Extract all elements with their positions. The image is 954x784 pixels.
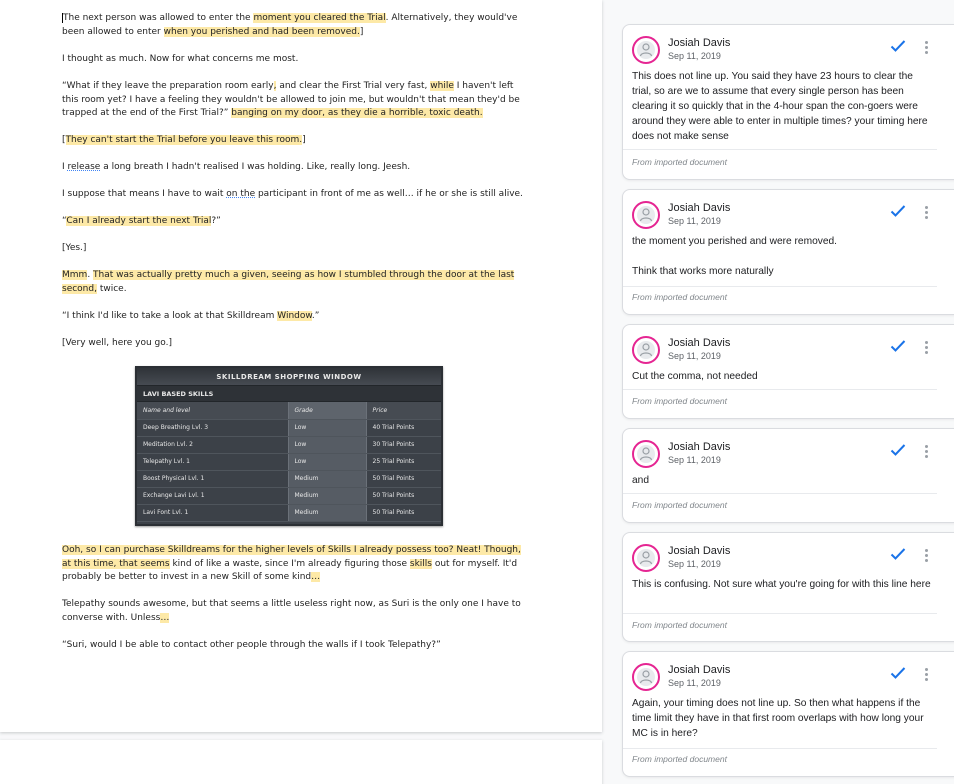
text-run: ]: [302, 135, 306, 145]
comment-text: This is confusing. Not sure what you're going for with this line here: [632, 579, 931, 590]
comment-text: Cut the comma, not needed: [632, 371, 758, 382]
more-options-icon[interactable]: [920, 341, 932, 357]
table-cell: 50 Trial Points: [366, 504, 441, 521]
comment-source: From imported document: [632, 396, 727, 406]
comment-source: From imported document: [632, 157, 727, 167]
commented-text[interactable]: …: [160, 612, 170, 623]
comment-card[interactable]: [622, 324, 954, 419]
paragraph: “Suri, would I be able to contact other people through the walls if I took Telepathy?”: [62, 640, 441, 650]
paragraph: [62, 544, 532, 585]
text-run: .: [87, 270, 94, 280]
divider: [623, 613, 937, 614]
text-run: [: [62, 135, 66, 145]
avatar: [632, 544, 660, 572]
paragraph: [Yes.]: [62, 243, 87, 253]
comment-source: From imported document: [632, 754, 727, 764]
comment-suggestion: the moment you perished and were removed.: [632, 236, 837, 247]
column-header: Price: [366, 402, 441, 419]
text-run: The next person was allowed to enter the: [63, 13, 254, 23]
commented-text[interactable]: ,: [273, 81, 277, 91]
table-cell: Lavi Font Lvl. 1: [137, 504, 288, 521]
comment-date: Sep 11, 2019: [668, 678, 721, 688]
comment-date: Sep 11, 2019: [668, 216, 721, 226]
comment-card[interactable]: [622, 532, 954, 642]
person-icon: [639, 207, 653, 223]
comment-card[interactable]: [622, 428, 954, 523]
commented-text[interactable]: They can't start the Trial before you leave this room.: [65, 135, 303, 145]
text-run: “I think I'd like to take a look at that Skilldream: [62, 311, 278, 321]
comment-author: Josiah Davis: [668, 664, 731, 676]
text-run: I suppose that means I have to wait: [62, 189, 227, 199]
comment-card[interactable]: [622, 24, 954, 180]
comment-source: From imported document: [632, 500, 727, 510]
comment-header: [632, 34, 952, 68]
column-header: Grade: [288, 402, 366, 419]
person-icon: [639, 42, 653, 58]
commented-text[interactable]: …: [311, 572, 321, 582]
commented-text[interactable]: skills: [409, 558, 432, 569]
text-run: “: [62, 216, 67, 226]
paragraph: [Very well, here you go.]: [62, 338, 172, 348]
more-options-icon[interactable]: [920, 206, 932, 222]
text-run: I haven't left this room yet? I have a feeling they wouldn't be allowed to join me, but wouldn't that mean they'd be trapped at the end of the First Trial?”: [62, 81, 520, 118]
text-run: participant in front of me as well… if he or she is still alive.: [255, 189, 523, 199]
skilldream-subtitle: LAVI BASED SKILLS: [137, 386, 441, 402]
table-cell: Low: [288, 419, 366, 436]
table-row: [137, 453, 441, 470]
paragraph: [62, 161, 532, 175]
resolve-check-icon[interactable]: [890, 666, 906, 680]
table-cell: Telepathy Lvl. 1: [137, 453, 288, 470]
resolve-check-icon[interactable]: [890, 547, 906, 561]
table-cell: Meditation Lvl. 2: [137, 436, 288, 453]
table-cell: Low: [288, 436, 366, 453]
more-options-icon[interactable]: [920, 445, 932, 461]
skilldream-table: [137, 402, 441, 522]
table-row: [137, 504, 441, 521]
table-row: [137, 470, 441, 487]
table-cell: 40 Trial Points: [366, 419, 441, 436]
resolve-check-icon[interactable]: [890, 443, 906, 457]
table-cell: 30 Trial Points: [366, 436, 441, 453]
table-cell: Exchange Lavi Lvl. 1: [137, 487, 288, 504]
comment-source: From imported document: [632, 292, 727, 302]
avatar: [632, 440, 660, 468]
resolve-check-icon[interactable]: [890, 39, 906, 53]
paragraph: [62, 12, 532, 39]
table-cell: Medium: [288, 487, 366, 504]
table-cell: 50 Trial Points: [366, 487, 441, 504]
comment-text: Think that works more naturally: [632, 266, 774, 277]
suggestion-text[interactable]: on the: [226, 189, 256, 199]
text-run: “What if they leave the preparation room early: [62, 81, 274, 91]
commented-text[interactable]: Ooh, so I can purchase Skilldreams for the higher levels of Skills I already possess too? Neat! Though, at this time, that seems: [62, 545, 521, 569]
column-header: Name and level: [137, 402, 288, 419]
avatar: [632, 336, 660, 364]
table-row: [137, 436, 441, 453]
comment-date: Sep 11, 2019: [668, 559, 721, 569]
table-cell: Boost Physical Lvl. 1: [137, 470, 288, 487]
avatar: [632, 663, 660, 691]
table-row: [137, 487, 441, 504]
table-row: [137, 419, 441, 436]
table-cell: Low: [288, 453, 366, 470]
table-cell: 25 Trial Points: [366, 453, 441, 470]
comment-text: Again, your timing does not line up. So then what happens if the time limit they have in that first room overlaps with how long your MC is in here?: [632, 698, 924, 739]
paragraph: [62, 215, 532, 229]
person-icon: [639, 550, 653, 566]
divider: [623, 389, 937, 390]
person-icon: [639, 342, 653, 358]
text-run: and clear the First Trial very fast,: [276, 81, 431, 91]
next-document-page[interactable]: [0, 740, 602, 784]
suggestion-text[interactable]: release: [67, 162, 101, 172]
comment-date: Sep 11, 2019: [668, 51, 721, 61]
person-icon: [639, 669, 653, 685]
comment-header: [632, 438, 952, 472]
comment-card[interactable]: [622, 651, 954, 777]
paragraph: I thought as much. Now for what concerns me most.: [62, 54, 299, 64]
resolve-check-icon[interactable]: [890, 204, 906, 218]
divider: [623, 286, 937, 287]
table-cell: 50 Trial Points: [366, 470, 441, 487]
avatar: [632, 201, 660, 229]
avatar: [632, 36, 660, 64]
commented-text[interactable]: banging on my door, as they die a horrible, toxic death.: [231, 108, 483, 118]
resolve-check-icon[interactable]: [890, 339, 906, 353]
comment-author: Josiah Davis: [668, 441, 731, 453]
paragraph: [62, 269, 532, 296]
text-run: ]: [359, 26, 364, 37]
text-run: ?”: [211, 216, 221, 226]
comment-source: From imported document: [632, 620, 727, 630]
text-run: . Alternatively, they would've been allowed to enter: [62, 13, 518, 37]
table-cell: Medium: [288, 504, 366, 521]
comment-header: [632, 199, 952, 233]
paragraph: [62, 80, 532, 121]
table-cell: Medium: [288, 470, 366, 487]
commented-text[interactable]: Mmm: [62, 270, 88, 280]
divider: [623, 493, 937, 494]
paragraph: [62, 134, 532, 148]
divider: [623, 149, 937, 150]
table-header-row: [137, 402, 441, 419]
commented-text[interactable]: moment you cleared the Trial: [253, 13, 386, 23]
text-run: a long breath I hadn't realised I was holding. Like, really long. Jeesh.: [100, 162, 411, 172]
more-options-icon[interactable]: [920, 41, 932, 57]
person-icon: [639, 446, 653, 462]
commented-text[interactable]: That was actually pretty much a given, seeing as how I stumbled through the door at the last second,: [62, 270, 515, 294]
text-run: kind of like a waste, since I'm already figuring those: [169, 558, 410, 569]
skilldream-title: SKILLDREAM SHOPPING WINDOW: [137, 368, 441, 386]
comment-date: Sep 11, 2019: [668, 455, 721, 465]
comment-date: Sep 11, 2019: [668, 351, 721, 361]
comment-header: [632, 661, 952, 695]
commented-text[interactable]: when you perished and had been removed.: [163, 26, 360, 37]
comment-text: This does not line up. You said they have 23 hours to clear the trial, so are we to assume that every single person has been clearing it so quickly that in the 4-hour span the con-goers were around they were able to enter in multiple times? your timing here does not make sense: [632, 71, 928, 142]
text-run: Telepathy sounds awesome, but that seems a little useless right now, as Suri is the only one I have to converse with. Unless: [62, 599, 521, 623]
paragraph: [62, 310, 532, 324]
comment-header: [632, 542, 952, 576]
comment-card[interactable]: [622, 189, 954, 315]
comment-author: Josiah Davis: [668, 337, 731, 349]
comment-author: Josiah Davis: [668, 37, 731, 49]
commented-text[interactable]: Can I already start the next Trial: [66, 216, 212, 226]
more-options-icon[interactable]: [920, 668, 932, 684]
commented-text[interactable]: Window: [277, 311, 312, 321]
comment-header: [632, 334, 952, 368]
text-run: .”: [311, 311, 320, 321]
comment-text: and: [632, 475, 649, 486]
skilldream-window-image[interactable]: [135, 366, 443, 526]
paragraph: [62, 598, 532, 625]
comment-author: Josiah Davis: [668, 202, 731, 214]
commented-text[interactable]: while: [430, 81, 454, 91]
more-options-icon[interactable]: [920, 549, 932, 565]
text-run: twice.: [96, 283, 127, 294]
text-run: I: [62, 162, 68, 172]
paragraph: [62, 188, 532, 202]
table-cell: Deep Breathing Lvl. 3: [137, 419, 288, 436]
text-run: out for myself. It'd probably be better to invest in a new Skill of some kind: [62, 558, 518, 582]
comment-author: Josiah Davis: [668, 545, 731, 557]
divider: [623, 748, 937, 749]
